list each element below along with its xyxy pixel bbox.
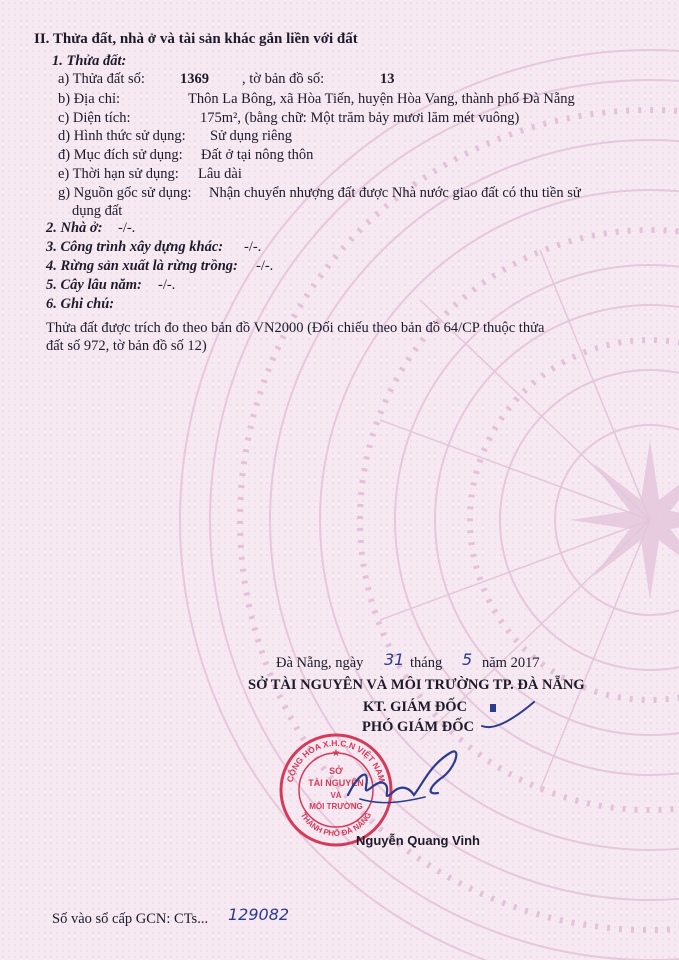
origin-value-line2: dụng đất	[72, 203, 123, 219]
map-label: , tờ bản đồ số:	[242, 71, 325, 87]
seal-center-line2: TÀI NGUYÊN	[308, 778, 364, 788]
address-label: b) Địa chỉ:	[58, 91, 121, 107]
map-number: 13	[380, 71, 395, 87]
origin-value-line1: Nhận chuyển nhượng đất được Nhà nước giao đất có thu tiền sử	[209, 185, 581, 201]
term-value: Lâu dài	[198, 166, 242, 182]
date-month-label: tháng	[410, 655, 443, 671]
land-heading: 1. Thửa đất:	[52, 53, 127, 69]
area-value: 175m², (bằng chữ: Một trăm bảy mươi lăm mét vuông)	[200, 110, 520, 126]
trees-heading: 5. Cây lâu năm:	[46, 277, 142, 293]
use-form-value: Sử dụng riêng	[210, 128, 292, 144]
construction-heading: 3. Công trình xây dựng khác:	[46, 239, 224, 255]
signer-title-1: KT. GIÁM ĐỐC	[363, 699, 468, 715]
section-title: II. Thửa đất, nhà ở và tài sản khác gắn liền với đất	[34, 31, 358, 47]
registry-label: Số vào sổ cấp GCN: CTs...	[52, 911, 209, 927]
seal-center-line3: VÀ	[330, 791, 342, 800]
issuing-agency: SỞ TÀI NGUYÊN VÀ MÔI TRƯỜNG TP. ĐÀ NẴNG	[248, 677, 585, 693]
address-value: Thôn La Bông, xã Hòa Tiến, huyện Hòa Vang, thành phố Đà Nẵng	[188, 91, 575, 107]
ink-checkmark	[478, 696, 538, 736]
signer-title-2: PHÓ GIÁM ĐỐC	[362, 719, 474, 735]
date-day: 31	[384, 650, 405, 669]
origin-label: g) Nguồn gốc sử dụng:	[58, 185, 192, 201]
area-label: c) Diện tích:	[58, 110, 131, 126]
house-heading: 2. Nhà ở:	[46, 220, 103, 236]
notes-line1: Thửa đất được trích đo theo bản đồ VN2000 (Đối chiếu theo bản đồ 64/CP thuộc thửa	[46, 320, 545, 336]
svg-text:★: ★	[331, 748, 341, 759]
forest-heading: 4. Rừng sản xuất là rừng trồng:	[46, 258, 238, 274]
notes-line2: đất số 972, tờ bản đồ số 12)	[46, 338, 207, 354]
purpose-value: Đất ở tại nông thôn	[201, 147, 314, 163]
seal-center-line4: MÔI TRƯỜNG	[309, 802, 363, 811]
registry-number: 129082	[228, 905, 290, 924]
purpose-label: đ) Mục đích sử dụng:	[58, 147, 183, 163]
use-form-label: d) Hình thức sử dụng:	[58, 128, 186, 144]
seal-bottom-text: THÀNH PHỐ ĐÀ NẴNG	[298, 810, 374, 839]
seal-center-line1: SỞ	[329, 766, 343, 776]
construction-value: -/-.	[244, 239, 262, 255]
term-label: e) Thời hạn sử dụng:	[58, 166, 179, 182]
date-year: năm 2017	[482, 655, 540, 671]
forest-value: -/-.	[256, 258, 274, 274]
signer-name: Nguyễn Quang Vinh	[356, 833, 480, 848]
house-value: -/-.	[118, 220, 136, 236]
parcel-label: a) Thửa đất số:	[58, 71, 145, 87]
date-month: 5	[462, 650, 473, 669]
date-place-label: Đà Nẵng, ngày	[276, 655, 364, 671]
seal-ring-text: CỘNG HÒA X.H.C.N VIỆT NAM	[284, 737, 388, 784]
notes-heading: 6. Ghi chú:	[46, 296, 115, 312]
handwritten-signature	[330, 735, 480, 815]
parcel-number: 1369	[180, 71, 209, 87]
trees-value: -/-.	[158, 277, 176, 293]
